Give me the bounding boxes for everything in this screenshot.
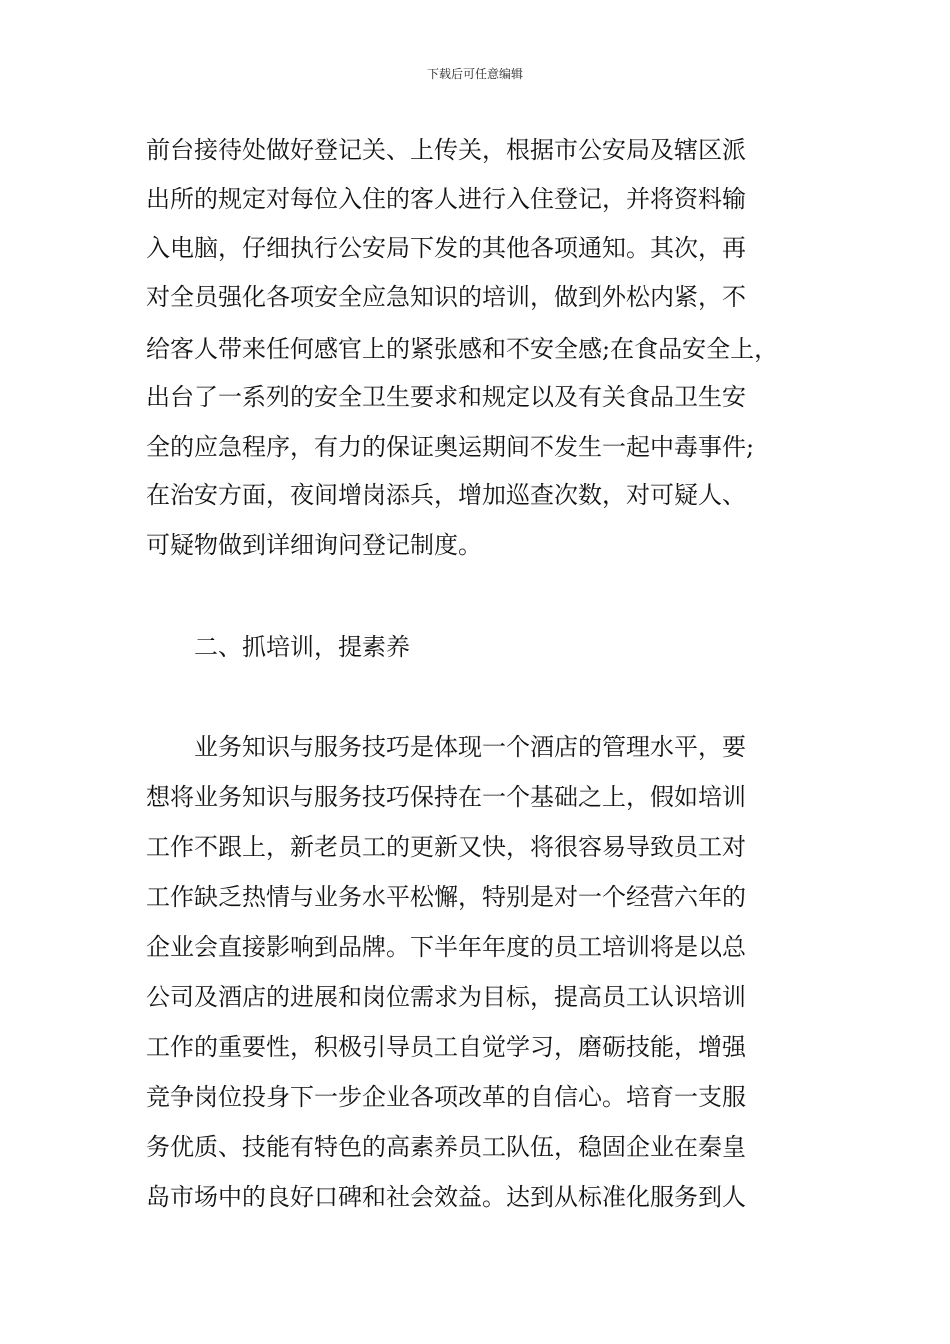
text-line: 想将业务知识与服务技巧保持在一个基础之上，假如培训 [146, 783, 746, 811]
text-line: 工作缺乏热情与业务水平松懈，特别是对一个经营六年的 [146, 883, 746, 911]
text-line: 业务知识与服务技巧是体现一个酒店的管理水平，要 [194, 733, 746, 761]
text-line: 前台接待处做好登记关、上传关，根据市公安局及辖区派 [146, 136, 746, 164]
text-line: 入电脑，仔细执行公安局下发的其他各项通知。其次，再 [146, 234, 746, 262]
text-line: 工作的重要性，积极引导员工自觉学习，磨砺技能，增强 [146, 1033, 746, 1061]
text-line: 岛市场中的良好口碑和社会效益。达到从标准化服务到人 [146, 1183, 746, 1211]
section-heading: 二、抓培训，提素养 [194, 633, 410, 661]
text-line: 给客人带来任何感官上的紧张感和不安全感;在食品安全上， [146, 335, 779, 363]
page-header: 下载后可任意编辑 [426, 67, 523, 81]
text-line: 工作不跟上，新老员工的更新又快，将很容易导致员工对 [146, 833, 746, 861]
text-line: 在治安方面，夜间增岗添兵，增加巡查次数，对可疑人、 [146, 481, 746, 509]
text-line: 企业会直接影响到品牌。下半年年度的员工培训将是以总 [146, 933, 746, 961]
text-line: 出台了一系列的安全卫生要求和规定以及有关食品卫生安 [146, 383, 746, 411]
text-line: 公司及酒店的进展和岗位需求为目标，提高员工认识培训 [146, 983, 746, 1011]
text-line: 出所的规定对每位入住的客人进行入住登记，并将资料输 [146, 185, 746, 213]
text-line: 对全员强化各项安全应急知识的培训，做到外松内紧，不 [146, 283, 746, 311]
text-line: 竞争岗位投身下一步企业各项改革的自信心。培育一支服 [146, 1083, 746, 1111]
text-line: 可疑物做到详细询问登记制度。 [146, 531, 482, 559]
text-line: 全的应急程序，有力的保证奥运期间不发生一起中毒事件; [146, 433, 755, 461]
text-line: 务优质、技能有特色的高素养员工队伍，稳固企业在秦皇 [146, 1133, 746, 1161]
